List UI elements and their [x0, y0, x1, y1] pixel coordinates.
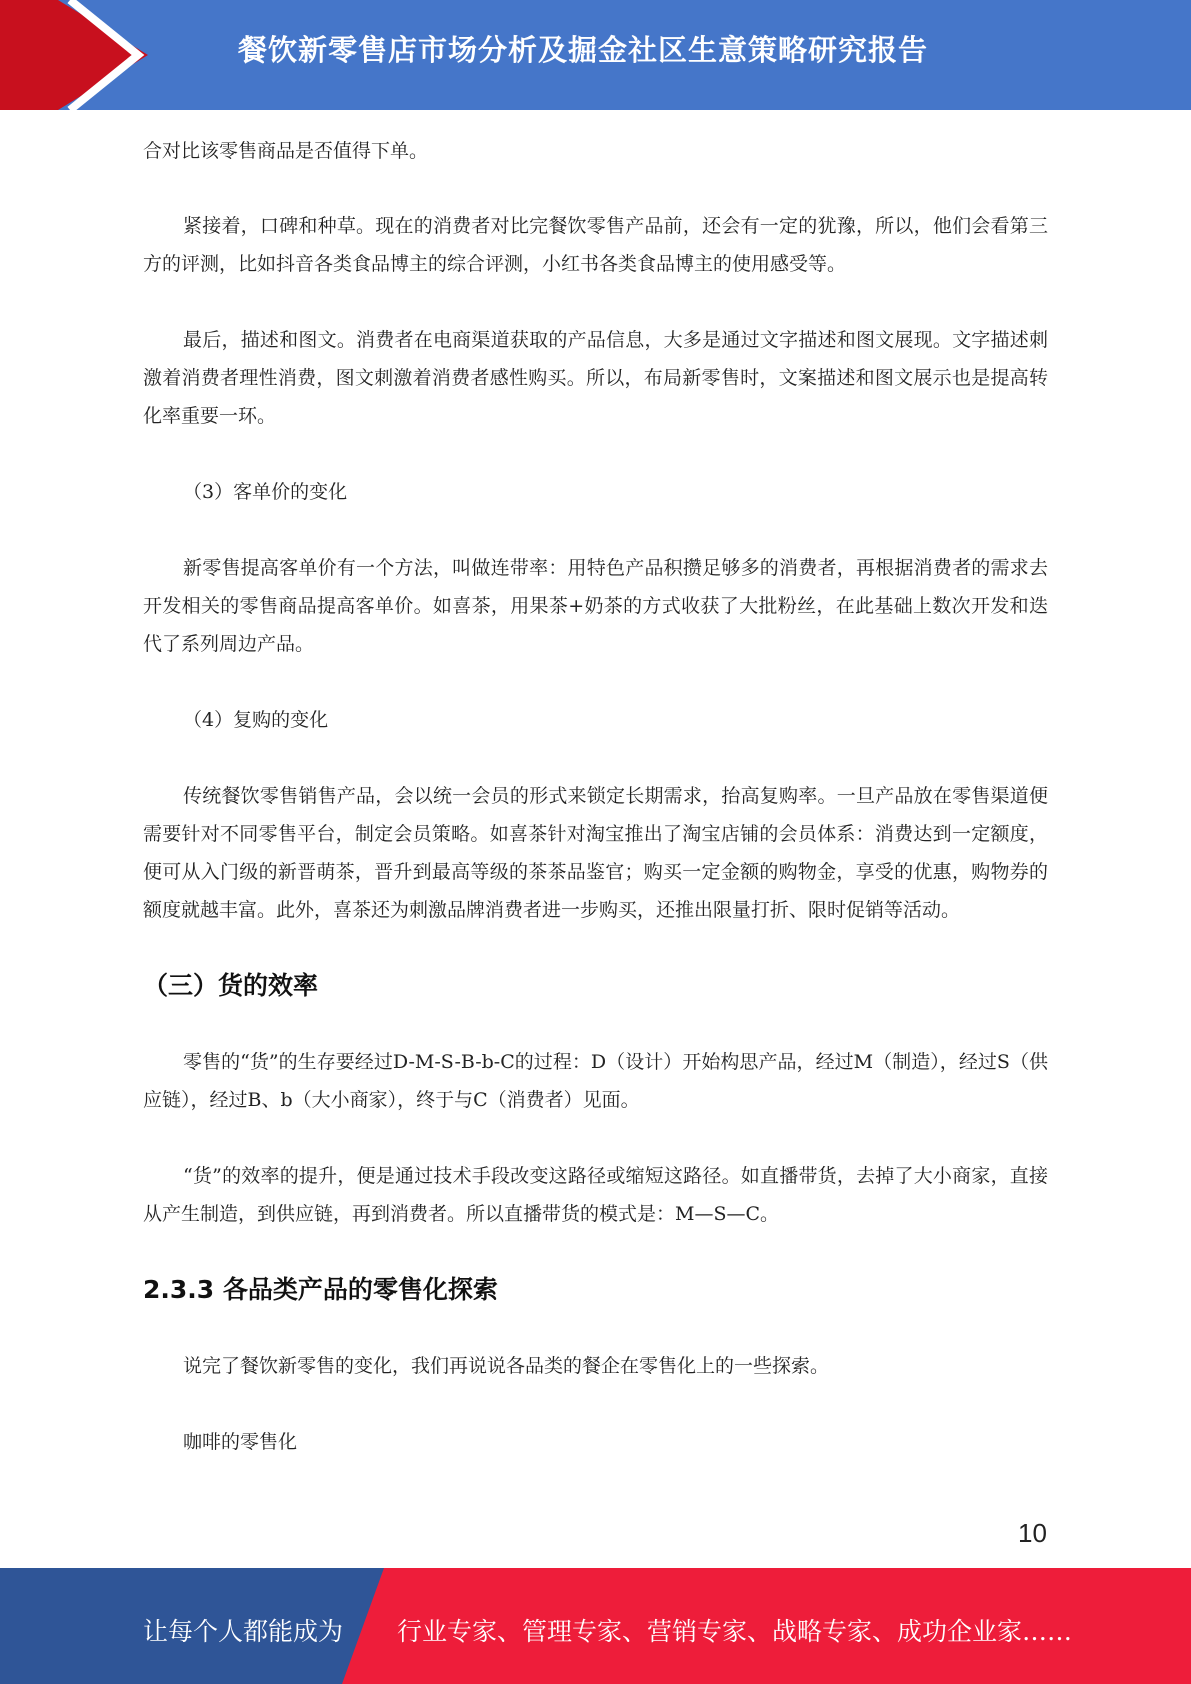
page-header: [0, 0, 1191, 110]
subheading-order-value: （3）客单价的变化: [183, 481, 348, 503]
footer-slogan-left: 让每个人都能成为: [143, 1617, 344, 1646]
page-number: 10: [1018, 1518, 1047, 1548]
section-heading-goods-efficiency: （三）货的效率: [143, 971, 319, 1000]
paragraph-efficiency: “货”的效率的提升，便是通过技术手段改变这路径或缩短这路径。如直播带货，去掉了大小商家，直接从产生制造，到供应链，再到消费者。所以直播带货的模式是：M—S—C。: [143, 1165, 1048, 1225]
paragraph-order-value: 新零售提高客单价有一个方法，叫做连带率：用特色产品积攒足够多的消费者，再根据消费者的需求去开发相关的零售商品提高客单价。如喜茶，用果茶+奶茶的方式收获了大批粉丝，在此基础上数次开发和迭代了系列周边产品。: [143, 557, 1048, 655]
paragraph-continuation: 合对比该零售商品是否值得下单。: [143, 140, 429, 162]
footer-slogan-right: 行业专家、管理专家、营销专家、战略专家、成功企业家……: [397, 1617, 1073, 1646]
paragraph-repurchase: 传统餐饮零售销售产品，会以统一会员的形式来锁定长期需求，抬高复购率。一旦产品放在零售渠道便需要针对不同零售平台，制定会员策略。如喜茶针对淘宝推出了淘宝店铺的会员体系：消费达到一定额度，便可从入门级的新晋萌茶，晋升到最高等级的茶茶品鉴官；购买一定金额的购物金，享受的优惠，购物券的额度就越丰富。此外，喜茶还为刺激品牌消费者进一步购买，还推出限量打折、限时促销等活动。: [143, 785, 1048, 921]
paragraph-coffee: 咖啡的零售化: [183, 1431, 298, 1453]
paragraph-description: 最后，描述和图文。消费者在电商渠道获取的产品信息，大多是通过文字描述和图文展现。文字描述刺激着消费者理性消费，图文刺激着消费者感性购买。所以，布局新零售时，文案描述和图文展示也是提高转化率重要一环。: [143, 329, 1048, 427]
paragraph-intro-categories: 说完了餐饮新零售的变化，我们再说说各品类的餐企在零售化上的一些探索。: [183, 1355, 830, 1377]
section-heading-2-3-3: 2.3.3 各品类产品的零售化探索: [143, 1275, 498, 1304]
paragraph-dmsbbc: 零售的“货”的生存要经过D-M-S-B-b-C的过程：D（设计）开始构思产品，经过M（制造），经过S（供应链），经过B、b（大小商家），终于与C（消费者）见面。: [143, 1051, 1048, 1111]
subheading-repurchase: （4）复购的变化: [183, 709, 329, 731]
report-title: 餐饮新零售店市场分析及掘金社区生意策略研究报告: [238, 33, 929, 67]
document-body: [143, 132, 1048, 1499]
paragraph-word-of-mouth: 紧接着，口碑和种草。现在的消费者对比完餐饮零售产品前，还会有一定的犹豫，所以，他们会看第三方的评测，比如抖音各类食品博主的综合评测，小红书各类食品博主的使用感受等。: [143, 215, 1048, 275]
page-footer: [0, 1568, 1191, 1684]
